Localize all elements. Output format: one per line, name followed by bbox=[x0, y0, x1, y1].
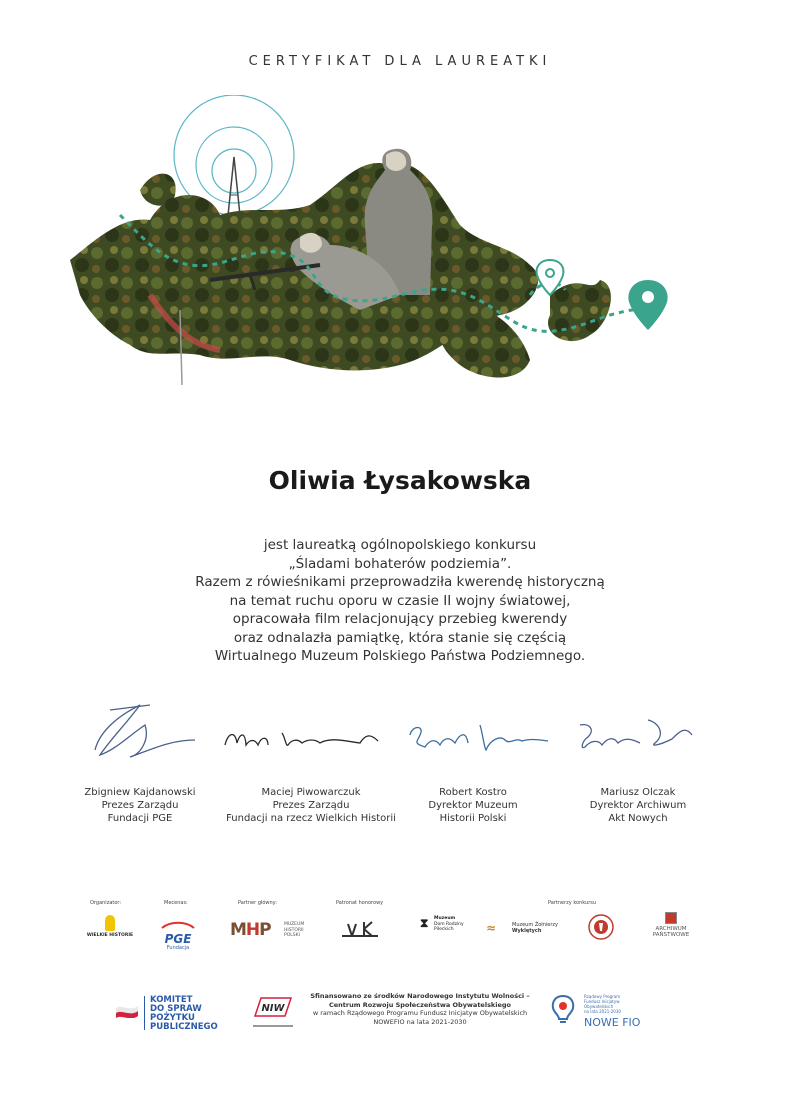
logo-pge: PGE Fundacja bbox=[150, 914, 206, 951]
label-patron: Mecenas: bbox=[164, 900, 188, 906]
label-main-partner: Partner główny: bbox=[238, 900, 277, 906]
pilecki-icon: ⧗ bbox=[420, 916, 429, 930]
signer-org: Akt Nowych bbox=[608, 813, 668, 824]
polish-flag-icon bbox=[116, 1004, 138, 1018]
body-line: oraz odnalazła pamiątkę, która stanie się częścią bbox=[233, 629, 567, 646]
logo-muzeum-dom-rodziny-pileckich: ⧗ Muzeum Dom Rodziny Pileckich bbox=[420, 916, 464, 932]
signer-name: Zbigniew Kajdanowski bbox=[84, 787, 196, 798]
body-line: Razem z rówieśnikami przeprowadziła kwerendę historyczną bbox=[195, 574, 605, 590]
signatures bbox=[0, 695, 800, 775]
signer-name: Maciej Piwowarczuk bbox=[261, 787, 361, 798]
body-line: jest laureatką ogólnopolskiego konkursu bbox=[263, 537, 537, 553]
seal-icon bbox=[588, 914, 614, 940]
eagle-icon bbox=[665, 912, 677, 924]
laureate-name: Oliwia Łysakowska bbox=[268, 466, 532, 495]
signature-olczak bbox=[580, 720, 692, 748]
label-organizer: Organizator: bbox=[90, 900, 122, 906]
wielkie-historie-icon bbox=[105, 915, 115, 931]
body-line: opracowała film relacjonujący przebieg kwerendy bbox=[232, 611, 568, 627]
logo-ak bbox=[338, 918, 382, 940]
body-line: na temat ruchu oporu w czasie II wojny światowej, bbox=[229, 592, 571, 609]
signature-piwowarczuk bbox=[225, 733, 378, 745]
funding-line: w ramach Rządowego Programu Fundusz Inicjatyw Obywatelskich bbox=[312, 1009, 528, 1017]
signer-role: Prezes Zarządu bbox=[272, 800, 350, 811]
funding-statement bbox=[300, 992, 540, 1026]
certificate-title: CERTYFIKAT DLA LAUREATKI bbox=[248, 54, 552, 69]
label-contest-partners: Partnerzy konkursu bbox=[548, 900, 597, 906]
signer-role: Prezes Zarządu bbox=[101, 800, 179, 811]
signer-name: Robert Kostro bbox=[439, 787, 507, 798]
logo-seal bbox=[588, 914, 614, 940]
signer-kajdanowski bbox=[40, 786, 240, 825]
logo-muzeum-zolnierzy-wykletych: ≈ Muzeum Żołnierzy Wyklętych bbox=[486, 921, 558, 935]
pge-arc bbox=[158, 921, 198, 929]
signer-org: Historii Polski bbox=[439, 813, 507, 824]
certificate-body bbox=[0, 536, 800, 666]
logo-nowe-fio: Rządowy Program Fundusz Inicjatyw Obywatelskich na lata 2021-2030 NOWE FIO bbox=[550, 994, 660, 1034]
body-line: Wirtualnego Muzeum Polskiego Państwa Podziemnego. bbox=[214, 648, 586, 664]
signer-olczak bbox=[538, 786, 738, 825]
signer-org: Fundacji na rzecz Wielkich Historii bbox=[226, 813, 396, 824]
signer-role: Dyrektor Archiwum bbox=[589, 800, 687, 811]
ak-anchor-icon bbox=[338, 918, 382, 940]
label-honorary: Patronat honorowy bbox=[336, 900, 384, 906]
resistance-illustration bbox=[60, 95, 680, 395]
signer-role: Dyrektor Muzeum bbox=[428, 800, 518, 811]
logo-muzeum-historii-polski: MHP MUZEUM HISTORII POLSKI bbox=[230, 920, 305, 940]
logo-niw bbox=[248, 996, 298, 1032]
signer-name: Mariusz Olczak bbox=[600, 787, 676, 798]
signature-kajdanowski bbox=[95, 705, 195, 757]
body-line: „Śladami bohaterów podziemia”. bbox=[288, 555, 512, 572]
funding-line: Centrum Rozwoju Społeczeństwa Obywatelskiego bbox=[328, 1000, 512, 1009]
mzw-icon: ≈ bbox=[486, 921, 497, 935]
funding-line: Sfinansowano ze środków Narodowego Instytutu Wolności – bbox=[310, 992, 530, 1000]
logo-wielkie-historie: WIELKIE HISTORIE bbox=[86, 915, 134, 938]
lightbulb-icon bbox=[550, 994, 576, 1026]
logo-archiwum-panstwowe: ARCHIWUM PAŃSTWOWE bbox=[646, 912, 696, 938]
signature-kostro bbox=[410, 725, 548, 750]
signer-org: Fundacji PGE bbox=[107, 813, 173, 824]
location-pin-icon bbox=[628, 280, 667, 330]
niw-icon bbox=[253, 996, 293, 1018]
funding-line: NOWEFIO na lata 2021-2030 bbox=[373, 1017, 467, 1026]
svg-text:NIW: NIW bbox=[261, 1003, 285, 1014]
logo-komitet: KOMITET DO SPRAW POŻYTKU PUBLICZNEGO bbox=[116, 996, 226, 1032]
